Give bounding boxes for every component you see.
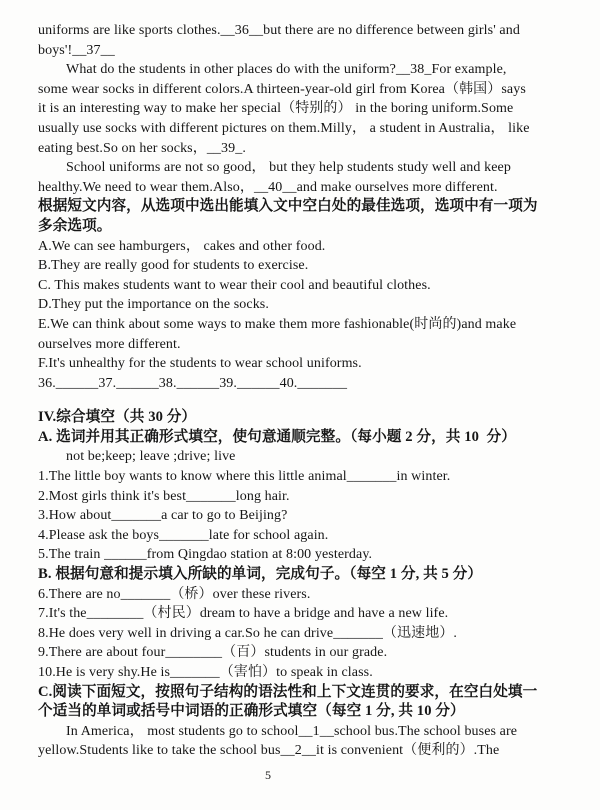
text-line: School uniforms are not so good， but they help students study well and keep [66, 160, 511, 176]
text-line: B. 根据句意和提示填入所缺的单词，完成句子。（每空 1 分, 共 5 分） [38, 566, 483, 583]
text-line: 个适当的单词或括号中词语的正确形式填空（每空 1 分, 共 10 分） [38, 703, 465, 720]
text-line: 2.Most girls think it's best_______long hair. [38, 488, 290, 504]
text-line: E.We can think about some ways to make them more fashionable(时尚的)and make [38, 316, 517, 332]
text-line: boys'!__37__ [38, 42, 115, 58]
text-line: some wear socks in different colors.A thirteen-year-old girl from Korea（韩国）says [38, 81, 526, 97]
text-line: 36.______37.______38.______39.______40._______ [38, 375, 348, 391]
text-line: 8.He does very well in driving a car.So he can drive_______（迅速地）. [38, 625, 458, 641]
text-line: 6.There are no_______（桥）over these rivers. [38, 586, 311, 602]
text-line: IV.综合填空（共 30 分） [38, 409, 197, 426]
text-line: yellow.Students like to take the school bus__2__it is convenient（便利的）.The [38, 743, 500, 759]
text-line: not be;keep; leave ;drive; live [66, 449, 236, 465]
text-line: C. This makes students want to wear their cool and beautiful clothes. [38, 277, 431, 293]
text-line: eating best.So on her socks，__39_. [38, 140, 246, 156]
text-line: healthy.We need to wear them.Also，__40__and make ourselves more different. [38, 179, 498, 195]
text-line: F.It's unhealthy for the students to wear school uniforms. [38, 356, 362, 372]
text-line: In America， most students go to school__1__school bus.The school buses are [66, 723, 518, 739]
text-line: 4.Please ask the boys_______late for school again. [38, 527, 329, 543]
page-number: 5 [265, 768, 271, 782]
text-line: 3.How about_______a car to go to Beijing? [38, 508, 288, 524]
text-line: 10.He is very shy.He is_______（害怕）to speak in class. [38, 665, 373, 680]
text-line: 5.The train ______from Qingdao station at 8:00 yesterday. [38, 547, 373, 563]
text-line: 多余选项。 [38, 217, 112, 234]
text-line: 根据短文内容，从选项中选出能填入文中空白处的最佳选项，选项中有一项为 [38, 198, 538, 215]
text-line: uniforms are like sports clothes.__36__but there are no difference between girls' and [38, 23, 520, 38]
text-line: D.They put the importance on the socks. [38, 297, 269, 313]
text-line: A.We can see hamburgers， cakes and other food. [38, 238, 326, 254]
text-line: usually use socks with different pictures on them.Milly， a student in Australia， like [38, 120, 530, 136]
page-content [38, 21, 578, 761]
text-line: 1.The little boy wants to know where this little animal_______in winter. [38, 469, 451, 485]
text-line: it is an interesting way to make her special（特别的） in the boring uniform.Some [38, 101, 514, 117]
text-line: ourselves more different. [38, 336, 181, 352]
text-line: C.阅读下面短文，按照句子结构的语法性和上下文连贯的要求，在空白处填一 [38, 683, 538, 700]
text-line: 9.There are about four________（百）students in our grade. [38, 645, 388, 661]
text-line: B.They are really good for students to exercise. [38, 258, 309, 274]
text-line: A. 选词并用其正确形式填空，使句意通顺完整。（每小题 2 分，共 10 分） [38, 428, 516, 445]
text-line: What do the students in other places do with the uniform?__38_For example, [66, 62, 507, 78]
text-line: 7.It's the________（村民）dream to have a bridge and have a new life. [38, 606, 449, 622]
